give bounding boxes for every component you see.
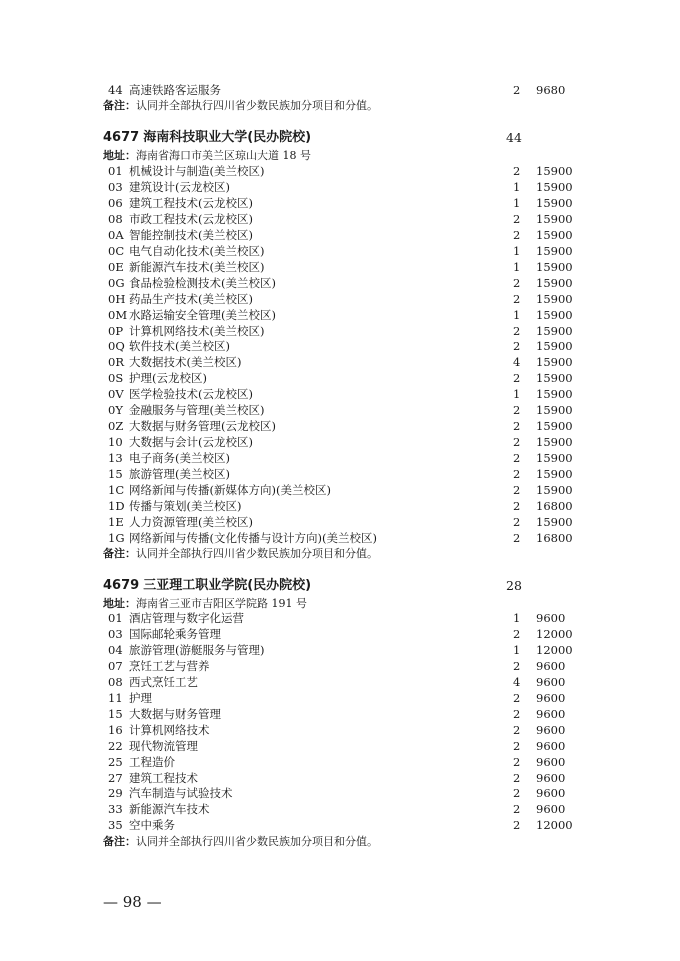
major-code: 08: [108, 674, 123, 689]
tuition-fee: 9600: [536, 722, 566, 737]
major-name: 食品检验检测技术(美兰校区): [129, 275, 276, 290]
major-row: [0, 354, 680, 370]
tuition-fee: 15900: [536, 371, 573, 386]
enrollment-count: 1: [513, 259, 521, 274]
major-row: [0, 450, 680, 466]
major-row: [0, 211, 680, 227]
major-name: 市政工程技术(云龙校区): [129, 211, 253, 226]
tuition-fee: 9600: [536, 706, 566, 721]
major-name: 大数据技术(美兰校区): [129, 355, 242, 370]
enrollment-count: 2: [513, 818, 521, 833]
enrollment-count: 2: [513, 83, 521, 97]
major-code: 0E: [108, 259, 124, 274]
major-code: 01: [108, 164, 123, 178]
school-code: 4677: [103, 130, 140, 145]
major-code: 13: [108, 451, 123, 466]
major-row: [0, 402, 680, 418]
enrollment-count: 4: [513, 355, 521, 370]
major-code: 16: [108, 722, 123, 737]
enrollment-count: 2: [513, 770, 521, 785]
major-name: 工程造价: [129, 754, 175, 769]
tuition-fee: 15900: [536, 339, 573, 354]
major-row: [0, 195, 680, 211]
enrollment-count: 1: [513, 307, 521, 322]
major-name: 网络新闻与传播(新媒体方向)(美兰校区): [129, 483, 331, 497]
major-name: 旅游管理(美兰校区): [129, 467, 230, 482]
major-name: 药品生产技术(美兰校区): [129, 291, 253, 306]
tuition-fee: 15900: [536, 451, 573, 466]
tuition-fee: 15900: [536, 435, 573, 450]
note-text: 认同并全部执行四川省少数民族加分项目和分值。: [136, 547, 378, 560]
major-row: [0, 514, 680, 530]
major-code: 1D: [108, 498, 125, 513]
tuition-fee: 9600: [536, 658, 566, 673]
enrollment-count: 1: [513, 611, 521, 625]
tuition-fee: 9600: [536, 674, 566, 689]
enrollment-count: 2: [513, 483, 521, 497]
tuition-fee: 15900: [536, 355, 573, 370]
major-row: [0, 706, 680, 722]
major-code: 1C: [108, 483, 125, 497]
major-code: 29: [108, 786, 123, 801]
tuition-fee: 9600: [536, 770, 566, 785]
major-name: 现代物流管理: [129, 738, 198, 753]
major-code: 1E: [108, 514, 124, 529]
tuition-fee: 12000: [536, 642, 573, 657]
tuition-fee: 15900: [536, 243, 573, 258]
note-label: 备注：: [103, 835, 136, 848]
major-row: [0, 370, 680, 386]
tuition-fee: 9600: [536, 738, 566, 753]
major-row: [0, 482, 680, 498]
major-row: [0, 530, 680, 546]
major-row: [0, 754, 680, 770]
enrollment-count: 2: [513, 403, 521, 418]
tuition-fee: 15900: [536, 195, 573, 210]
enrollment-count: 2: [513, 706, 521, 721]
major-row: [0, 307, 680, 323]
tuition-fee: 15900: [536, 227, 573, 242]
major-row: [0, 466, 680, 482]
enrollment-count: 1: [513, 387, 521, 402]
tuition-fee: 15900: [536, 291, 573, 306]
major-code: 08: [108, 211, 123, 226]
tuition-fee: 9680: [536, 83, 566, 97]
major-code: 04: [108, 642, 123, 657]
major-name: 建筑工程技术: [129, 770, 198, 785]
major-code: 44: [108, 83, 123, 97]
enrollment-count: 2: [513, 451, 521, 466]
major-code: 0R: [108, 355, 124, 370]
tuition-fee: 15900: [536, 403, 573, 418]
major-name: 旅游管理(游艇服务与管理): [129, 642, 265, 657]
major-row: [0, 770, 680, 786]
major-code: 0P: [108, 323, 124, 338]
major-row: [0, 163, 680, 179]
note-label: 备注：: [103, 99, 136, 112]
tuition-fee: 15900: [536, 514, 573, 529]
major-code: 01: [108, 611, 123, 625]
enrollment-count: 2: [513, 738, 521, 753]
enrollment-count: 2: [513, 291, 521, 306]
major-name: 烹饪工艺与营养: [129, 658, 210, 673]
major-code: 0M: [108, 307, 128, 322]
major-name: 新能源汽车技术: [129, 802, 210, 817]
tuition-fee: 16800: [536, 530, 573, 545]
major-name: 西式烹饪工艺: [129, 674, 198, 689]
school-name: 三亚理工职业学院(民办院校): [143, 578, 312, 593]
major-row: [0, 418, 680, 434]
major-row: [0, 817, 680, 833]
enrollment-count: 2: [513, 164, 521, 178]
major-code: 0C: [108, 243, 125, 258]
enrollment-count: 1: [513, 642, 521, 657]
major-name: 大数据与财务管理: [129, 706, 221, 721]
enrollment-count: 2: [513, 467, 521, 482]
address-text: 海南省三亚市吉阳区学院路 191 号: [136, 597, 307, 610]
tuition-fee: 9600: [536, 754, 566, 769]
page-number: — 98 —: [103, 893, 162, 911]
major-code: 22: [108, 738, 123, 753]
enrollment-count: 1: [513, 195, 521, 210]
major-row: [0, 338, 680, 354]
major-name: 传播与策划(美兰校区): [129, 498, 242, 513]
school-header-4679: [103, 576, 311, 596]
note-text: 认同并全部执行四川省少数民族加分项目和分值。: [136, 99, 378, 112]
major-code: 35: [108, 818, 123, 833]
major-name: 计算机网络技术: [129, 722, 210, 737]
major-row: [0, 785, 680, 801]
major-name: 医学检验技术(云龙校区): [129, 387, 253, 402]
enrollment-count: 2: [513, 339, 521, 354]
enrollment-count: 2: [513, 419, 521, 434]
school-header-4677: [103, 128, 311, 148]
tuition-fee: 15900: [536, 307, 573, 322]
major-row: [0, 801, 680, 817]
top-section-note: [103, 98, 378, 114]
major-name: 大数据与财务管理(云龙校区): [129, 419, 276, 434]
major-row: [0, 626, 680, 642]
school-total: 44: [506, 130, 522, 145]
address-text: 海南省海口市美兰区琼山大道 18 号: [136, 149, 311, 162]
major-name: 汽车制造与试验技术: [129, 786, 233, 801]
enrollment-count: 1: [513, 243, 521, 258]
tuition-fee: 15900: [536, 164, 573, 178]
major-name: 电气自动化技术(美兰校区): [129, 243, 265, 258]
school-address-4677: [103, 148, 311, 164]
major-name: 大数据与会计(云龙校区): [129, 435, 253, 450]
major-code: 0H: [108, 291, 126, 306]
major-row: [0, 722, 680, 738]
enrollment-count: 2: [513, 211, 521, 226]
major-row: [0, 610, 680, 626]
school-name: 海南科技职业大学(民办院校): [143, 130, 312, 145]
school-total: 28: [506, 578, 522, 593]
major-code: 0Q: [108, 339, 125, 354]
major-name: 水路运输安全管理(美兰校区): [129, 307, 276, 322]
major-code: 06: [108, 195, 123, 210]
major-name: 建筑工程技术(云龙校区): [129, 195, 253, 210]
major-row: [0, 434, 680, 450]
enrollment-count: 2: [513, 498, 521, 513]
tuition-fee: 12000: [536, 626, 573, 641]
tuition-fee: 15900: [536, 179, 573, 194]
major-name: 网络新闻与传播(文化传播与设计方向)(美兰校区): [129, 530, 377, 545]
tuition-fee: 12000: [536, 818, 573, 833]
major-row: [0, 658, 680, 674]
school-code: 4679: [103, 578, 140, 593]
major-code: 15: [108, 706, 123, 721]
enrollment-count: 2: [513, 658, 521, 673]
major-code: 03: [108, 179, 123, 194]
major-row: [0, 498, 680, 514]
major-code: 10: [108, 435, 123, 450]
enrollment-count: 2: [513, 435, 521, 450]
enrollment-count: 2: [513, 786, 521, 801]
enrollment-count: 2: [513, 690, 521, 705]
major-name: 国际邮轮乘务管理: [129, 626, 221, 641]
tuition-fee: 9600: [536, 802, 566, 817]
major-row: [0, 291, 680, 307]
address-label: 地址：: [103, 597, 136, 610]
major-code: 07: [108, 658, 123, 673]
major-name: 新能源汽车技术(美兰校区): [129, 259, 265, 274]
major-code: 03: [108, 626, 123, 641]
enrollment-count: 2: [513, 626, 521, 641]
tuition-fee: 16800: [536, 498, 573, 513]
tuition-fee: 15900: [536, 419, 573, 434]
major-row: [0, 227, 680, 243]
major-code: 0V: [108, 387, 124, 402]
major-name: 计算机网络技术(美兰校区): [129, 323, 265, 338]
major-name: 护理(云龙校区): [129, 371, 207, 386]
note-text: 认同并全部执行四川省少数民族加分项目和分值。: [136, 835, 378, 848]
tuition-fee: 15900: [536, 275, 573, 290]
school-4677-note: [103, 546, 378, 562]
major-row: [0, 690, 680, 706]
tuition-fee: 9600: [536, 786, 566, 801]
enrollment-count: 2: [513, 802, 521, 817]
major-code: 25: [108, 754, 123, 769]
tuition-fee: 15900: [536, 467, 573, 482]
major-name: 软件技术(美兰校区): [129, 339, 230, 354]
major-row: [0, 82, 680, 98]
tuition-fee: 15900: [536, 387, 573, 402]
major-code: 0A: [108, 227, 124, 242]
major-row: [0, 642, 680, 658]
enrollment-count: 2: [513, 323, 521, 338]
major-name: 空中乘务: [129, 818, 175, 833]
tuition-fee: 15900: [536, 259, 573, 274]
major-name: 护理: [129, 690, 152, 705]
major-name: 酒店管理与数字化运营: [129, 611, 244, 625]
enrollment-count: 1: [513, 179, 521, 194]
major-row: [0, 243, 680, 259]
major-name: 电子商务(美兰校区): [129, 451, 230, 466]
major-name: 机械设计与制造(美兰校区): [129, 164, 265, 178]
address-label: 地址：: [103, 149, 136, 162]
major-code: 0G: [108, 275, 125, 290]
major-code: 15: [108, 467, 123, 482]
note-label: 备注：: [103, 547, 136, 560]
major-code: 0S: [108, 371, 124, 386]
tuition-fee: 9600: [536, 690, 566, 705]
major-row: [0, 275, 680, 291]
tuition-fee: 9600: [536, 611, 566, 625]
enrollment-count: 4: [513, 674, 521, 689]
school-4679-note: [103, 834, 378, 850]
major-code: 0Z: [108, 419, 124, 434]
tuition-fee: 15900: [536, 323, 573, 338]
major-row: [0, 386, 680, 402]
major-name: 高速铁路客运服务: [129, 83, 221, 97]
major-row: [0, 674, 680, 690]
major-code: 27: [108, 770, 123, 785]
enrollment-count: 2: [513, 371, 521, 386]
enrollment-count: 2: [513, 530, 521, 545]
tuition-fee: 15900: [536, 483, 573, 497]
enrollment-count: 2: [513, 275, 521, 290]
tuition-fee: 15900: [536, 211, 573, 226]
major-name: 建筑设计(云龙校区): [129, 179, 230, 194]
major-row: [0, 259, 680, 275]
major-code: 33: [108, 802, 123, 817]
major-row: [0, 179, 680, 195]
major-code: 0Y: [108, 403, 123, 418]
major-name: 金融服务与管理(美兰校区): [129, 403, 265, 418]
enrollment-count: 2: [513, 514, 521, 529]
major-row: [0, 738, 680, 754]
enrollment-count: 2: [513, 722, 521, 737]
enrollment-count: 2: [513, 754, 521, 769]
enrollment-count: 2: [513, 227, 521, 242]
major-name: 智能控制技术(美兰校区): [129, 227, 253, 242]
major-code: 11: [108, 690, 123, 705]
major-row: [0, 323, 680, 339]
major-name: 人力资源管理(美兰校区): [129, 514, 253, 529]
major-code: 1G: [108, 530, 125, 545]
